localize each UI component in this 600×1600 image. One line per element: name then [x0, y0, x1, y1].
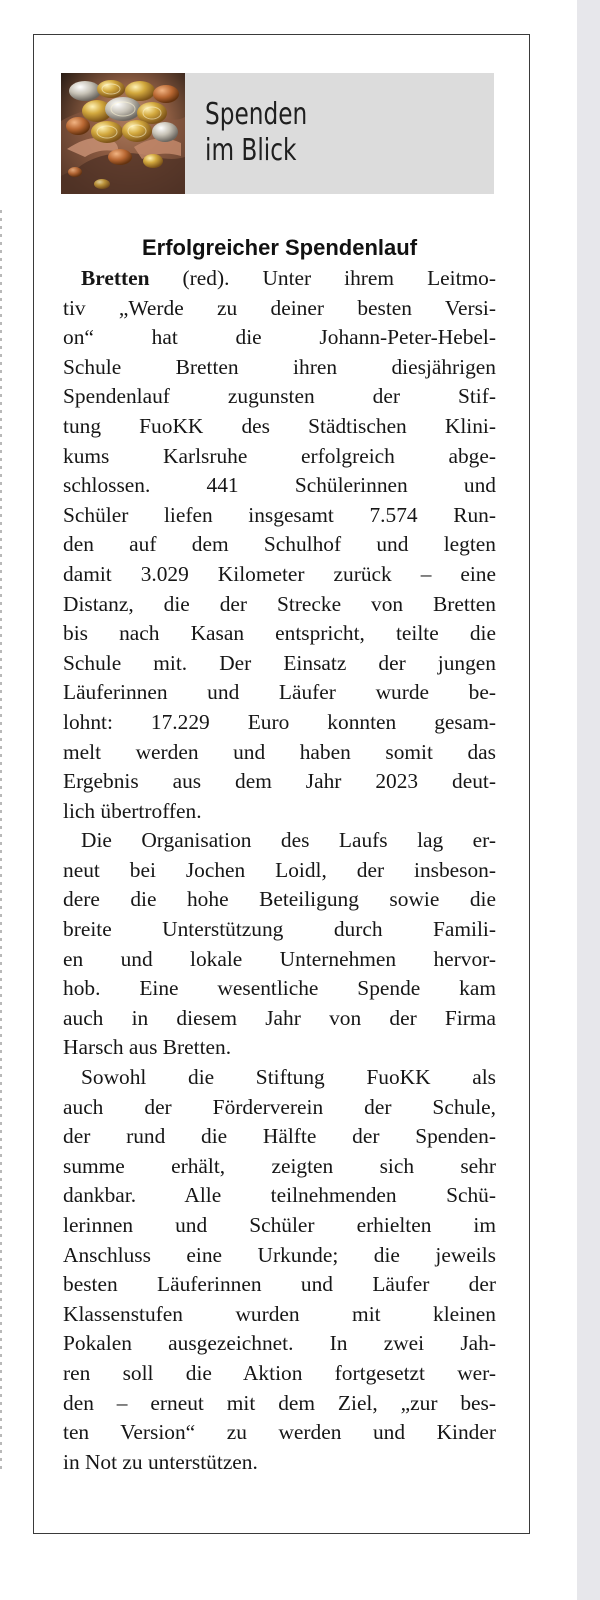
article-line	[63, 264, 496, 294]
article-line: lerinnen und Schüler erhielten im	[63, 1213, 496, 1237]
article-dateline: Bretten	[81, 266, 150, 290]
article-line: tung FuoKK des Städtischen Klini-	[63, 413, 496, 438]
article-line: in Not zu unterstützen.	[63, 1449, 258, 1474]
article-line: auch in diesem Jahr von der Firma	[63, 1005, 496, 1030]
article-line: Distanz, die der Strecke von Bretten	[63, 591, 496, 616]
article-line: lohnt: 17.229 Euro konnten gesam-	[63, 709, 496, 734]
article-line: breite Unterstützung durch Famili-	[63, 917, 496, 942]
article-line: damit 3.029 Kilometer zurück – eine	[63, 561, 496, 586]
article-box	[33, 34, 530, 1534]
section-title-line-2: im Blick	[205, 133, 297, 168]
article-line: Schule Bretten ihren diesjährigen	[63, 354, 496, 379]
article-line: auch der Förderverein der Schule,	[63, 1094, 496, 1119]
adjacent-column-strip	[577, 0, 600, 1600]
article-line: Schule mit. Der Einsatz der jungen	[63, 650, 496, 675]
article-line: dere die hohe Beteiligung sowie die	[63, 887, 496, 912]
article-line: Sowohl die Stiftung FuoKK als	[81, 1065, 496, 1090]
article-line: den auf dem Schulhof und legten	[63, 532, 496, 557]
article-line: summe erhält, zeigten sich sehr	[63, 1153, 496, 1178]
coins-in-hands-image	[61, 73, 185, 194]
article-line: besten Läuferinnen und Läufer der	[63, 1272, 496, 1297]
article-line: bis nach Kasan entspricht, teilte die	[63, 621, 496, 646]
article-line: Ergebnis aus dem Jahr 2023 deut-	[63, 769, 496, 794]
article-line: en und lokale Unternehmen hervor-	[63, 946, 496, 971]
article-line: Harsch aus Bretten.	[63, 1035, 232, 1060]
article-line: tiv „Werde zu deiner besten Versi-	[63, 295, 496, 320]
article-line: Läuferinnen und Läufer wurde be-	[63, 680, 496, 705]
article-line-text: (red). Unter ihrem Leitmo-	[149, 266, 496, 290]
article-line: ten Version“ zu werden und Kinder	[63, 1420, 496, 1445]
article-line: dankbar. Alle teilnehmenden Schü-	[63, 1183, 496, 1208]
article-line: Die Organisation des Laufs lag er-	[81, 828, 496, 853]
article-body	[63, 264, 496, 1477]
section-header	[61, 73, 494, 194]
article-line: schlossen. 441 Schülerinnen und	[63, 473, 496, 498]
article-headline: Erfolgreicher Spendenlauf	[141, 235, 418, 260]
article-line: den – erneut mit dem Ziel, „zur bes-	[63, 1390, 496, 1415]
article-line: lich übertroffen.	[63, 798, 202, 823]
article-line: Klassenstufen wurden mit kleinen	[63, 1301, 496, 1326]
article-line: Anschluss eine Urkunde; die jeweils	[63, 1242, 496, 1267]
section-title-line-1: Spenden	[205, 97, 308, 132]
article-line: melt werden und haben somit das	[63, 739, 496, 764]
article-line: Schüler liefen insgesamt 7.574 Run-	[63, 502, 496, 527]
article-line: der rund die Hälfte der Spenden-	[63, 1124, 496, 1149]
article-line: hob. Eine wesentliche Spende kam	[63, 976, 496, 1001]
article-line: neut bei Jochen Loidl, der insbeson-	[63, 857, 496, 882]
article-line: Pokalen ausgezeichnet. In zwei Jah-	[63, 1331, 496, 1356]
article-line: on“ hat die Johann-Peter-Hebel-	[63, 325, 496, 350]
column-divider-dashes	[0, 210, 2, 1470]
section-title-box	[185, 73, 494, 194]
article-line: ren soll die Aktion fortgesetzt wer-	[63, 1360, 496, 1385]
article-line: Spendenlauf zugunsten der Stif-	[63, 384, 496, 409]
article-line: kums Karlsruhe erfolgreich abge-	[63, 443, 496, 468]
